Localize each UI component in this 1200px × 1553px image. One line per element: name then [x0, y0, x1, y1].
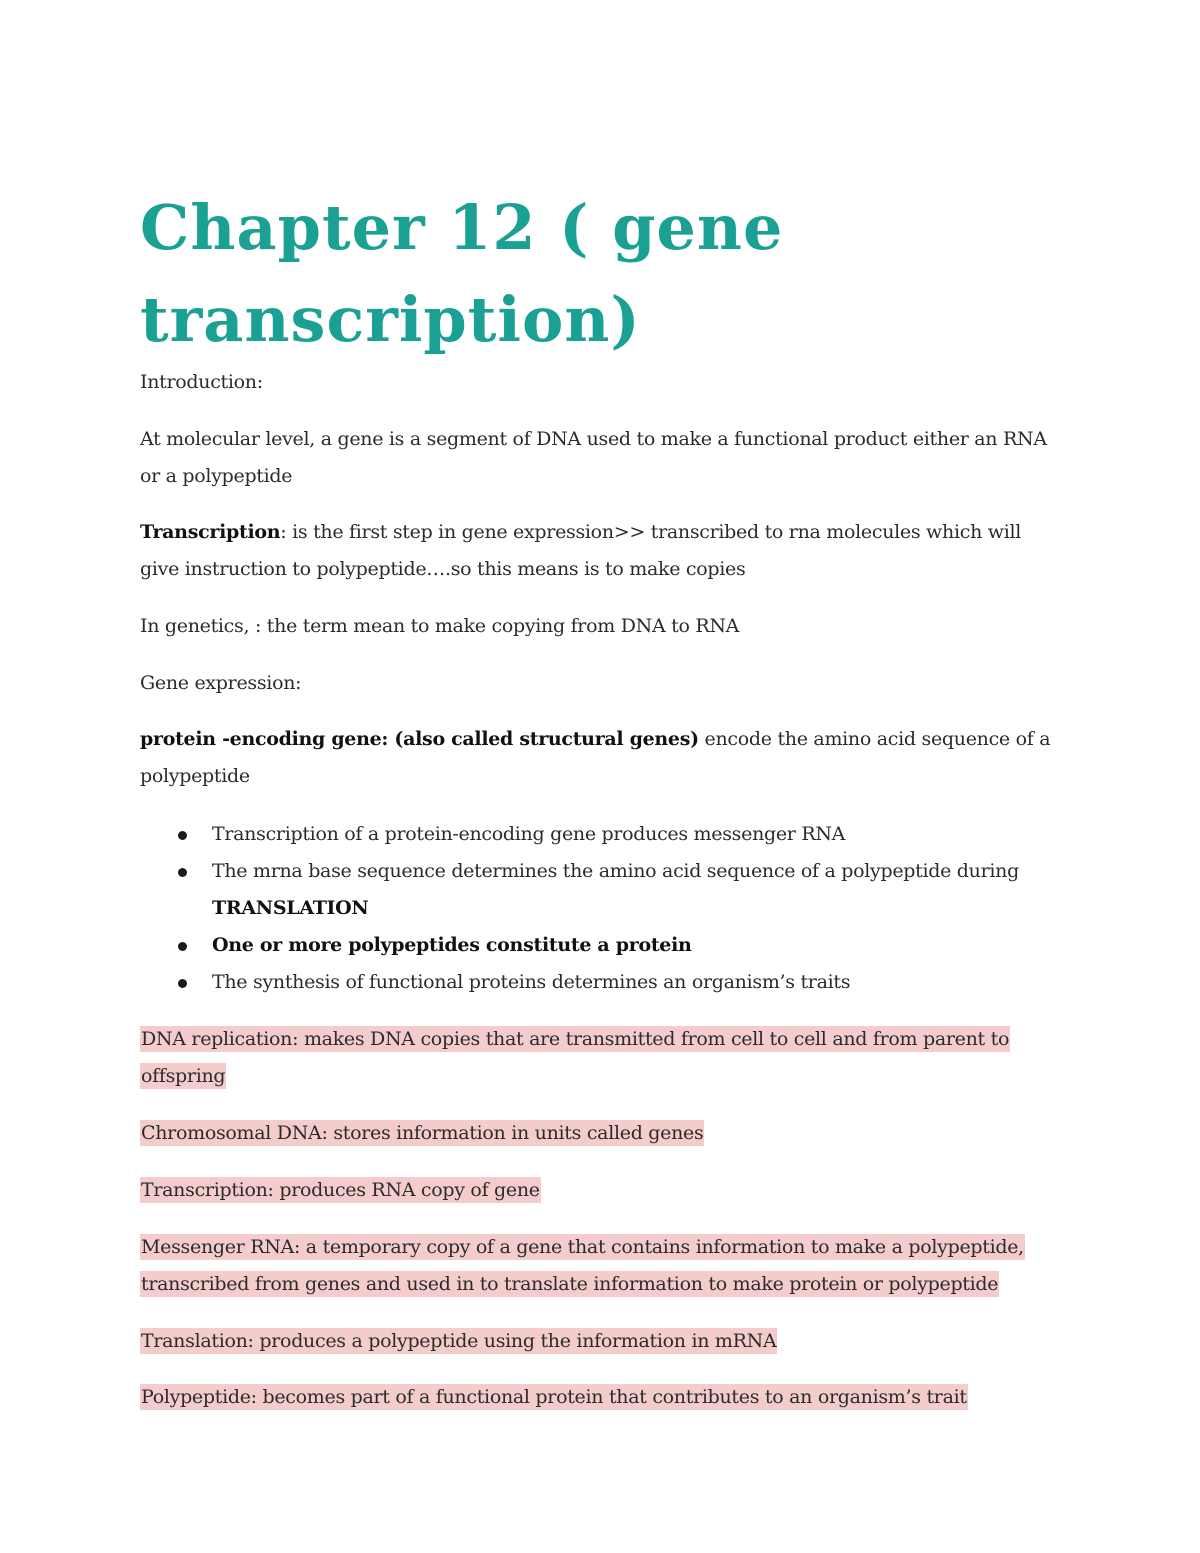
gene-expression-label: Gene expression: — [140, 672, 302, 694]
page-title — [140, 182, 1040, 366]
bullet-icon — [178, 831, 187, 840]
highlight-dna-replication: DNA replication: makes DNA copies that are transmitted from cell to cell and from parent to offspring — [141, 1028, 1010, 1087]
title-line-2: transcription) — [140, 283, 641, 356]
bullet-icon — [178, 942, 187, 951]
list-item: The mrna base sequence determines the amino acid sequence of a polypeptide during TRANSLATION — [140, 853, 1070, 927]
bullet-icon — [178, 868, 187, 877]
transcription-term: Transcription — [140, 521, 281, 543]
translation-emphasis: TRANSLATION — [212, 897, 369, 919]
list-item: One or more polypeptides constitute a protein — [140, 927, 1070, 964]
intro-line-1: At molecular level, a gene is a segment of DNA used to make a functional product either an RNA — [140, 428, 1047, 450]
protein-gene-term: protein -encoding gene: (also called structural genes) — [140, 728, 699, 750]
list-item: The synthesis of functional proteins determines an organism’s traits — [140, 964, 1070, 1001]
highlight-transcription: Transcription: produces RNA copy of gene — [141, 1179, 540, 1201]
intro-label: Introduction: — [140, 371, 263, 393]
protein-gene-line-1 — [140, 721, 1070, 758]
transcription-paragraph — [140, 514, 1070, 588]
intro-paragraph — [140, 421, 1070, 495]
bullet-icon — [178, 979, 187, 988]
protein-gene-definition: encode the amino acid sequence of a — [698, 728, 1051, 750]
list-item: Transcription of a protein-encoding gene produces messenger RNA — [140, 816, 1070, 853]
highlight-messenger-rna: Messenger RNA: a temporary copy of a gene that contains information to make a polypeptide, transcribed from genes and used in to translate information to make protein or polypeptide — [141, 1236, 1024, 1295]
genetics-paragraph: In genetics, : the term mean to make copying from DNA to RNA — [140, 615, 740, 637]
bullet-list — [140, 816, 1070, 1001]
protein-gene-line-2: polypeptide — [140, 765, 250, 787]
transcription-line-2: give instruction to polypeptide….so this means is to make copies — [140, 558, 746, 580]
protein-gene-paragraph — [140, 721, 1070, 795]
intro-line-2: or a polypeptide — [140, 465, 293, 487]
transcription-line-1 — [140, 514, 1070, 551]
title-line-1: Chapter 12 ( gene — [140, 191, 784, 264]
transcription-definition: : is the first step in gene expression>> transcribed to rna molecules which will — [280, 521, 1022, 543]
highlight-translation: Translation: produces a polypeptide using the information in mRNA — [141, 1330, 777, 1352]
highlight-polypeptide: Polypeptide: becomes part of a functional protein that contributes to an organism’s trait — [141, 1386, 967, 1408]
highlight-chromosomal-dna: Chromosomal DNA: stores information in units called genes — [141, 1122, 704, 1144]
